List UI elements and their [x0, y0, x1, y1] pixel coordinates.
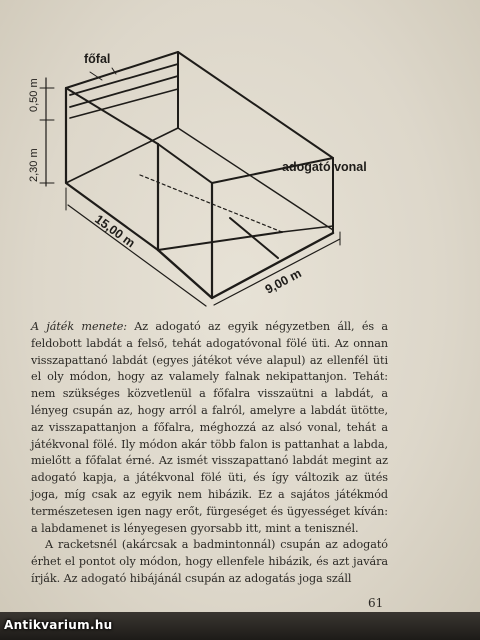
- paragraph-1-body: Az adogató az egyik négyzetben áll, és a feldobott labdát a felső, tehát adogatóvonal fölé üti. Az onnan visszapattanó labdát (egyes játékot véve alapul) az ellenfél üti el oly módon, hogy az valamely falnak nekipattanjon. Tehát: nem szükséges közvetlenül a főfalra visszaütni a labdát, a lényeg csupán az, hogy arról a falról, amelyre a labdát ütötte, az visszapattanjon a főfalra, méghozzá az alsó vonal, tehát a játékvonal fölé. Ily módon akár több falon is pattanhat a labda, mielőtt a főfalat érné. Az ismét visszapattanó labdát megint az adogató kapja, a játékvonal fölé üti, és így változik az ütés joga, míg csak az egyik nem hibázik. Ez a sajátos játékmód természetesen igen nagy erőt, fürgeséget és ügyességet kíván: a labdamenet is lényegesen gyorsabb itt, mint a tenisznél.: [31, 320, 388, 535]
- length-dimension-line: [68, 205, 206, 306]
- paragraph-2: A racketsnél (akárcsak a badmintonnál) csupán az adogató érhet el pontot oly módon, hogy ellenfele hibázik, és azt javára írják. Az adogató hibájánál csupán az adogatás joga száll: [31, 538, 388, 585]
- top-front-edge: [158, 144, 333, 158]
- page-number: 61: [368, 596, 384, 610]
- watermark: Antikvarium.hu: [4, 618, 113, 632]
- width-label: 9,00 m: [262, 266, 304, 297]
- top-right-edge: [178, 52, 333, 158]
- length-label: 15,00 m: [92, 212, 138, 251]
- top-left-edge: [66, 52, 178, 88]
- paragraph-1-label: A játék menete:: [31, 320, 127, 333]
- height-upper-label: 0,50 m: [28, 78, 40, 112]
- paragraph-1: [31, 319, 388, 537]
- short-line: [158, 232, 282, 250]
- width-dimension-line: [214, 239, 340, 305]
- body-text: [31, 319, 388, 588]
- height-lower-label: 2,30 m: [28, 148, 40, 182]
- service-line-label: adogató vonal: [282, 160, 367, 174]
- front-wall-label: főfal: [84, 52, 111, 66]
